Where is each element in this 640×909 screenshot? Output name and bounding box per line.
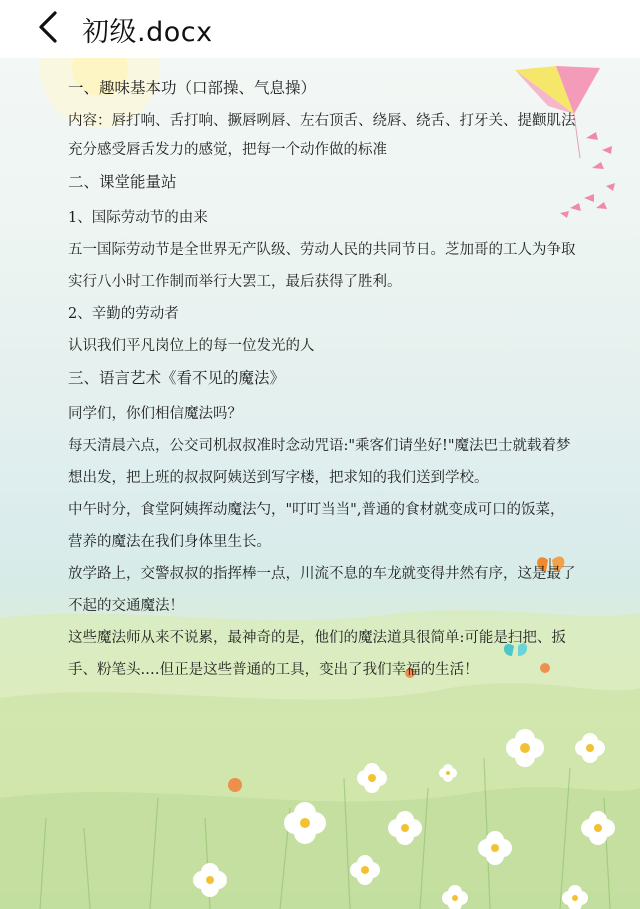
subsection-heading: 2、辛勤的劳动者 [68, 306, 179, 322]
subsection-heading: 1、国际劳动节的由来 [68, 210, 208, 226]
paragraph-line: 手、粉笔头.…但正是这些普通的工具，变出了我们幸福的生活！ [68, 662, 479, 678]
back-button[interactable] [20, 0, 76, 58]
paragraph-line: 想出发，把上班的叔叔阿姨送到写字楼，把求知的我们送到学校。 [68, 470, 489, 486]
paragraph-line: 认识我们平凡岗位上的每一位发光的人 [68, 338, 315, 354]
paragraph-line: 这些魔法师从来不说累，最神奇的是，他们的魔法道具很简单:可能是扫把、扳 [68, 630, 566, 646]
paragraph-line: 不起的交通魔法！ [68, 598, 184, 614]
paragraph-line: 实行八小时工作制而举行大罢工，最后获得了胜利。 [68, 274, 402, 290]
section-heading: 一、趣味基本功（口部操、气息操） [68, 79, 317, 97]
paragraph-line: 放学路上，交警叔叔的指挥棒一点，川流不息的车龙就变得井然有序，这是最了 [68, 566, 576, 582]
section-heading: 三、语言艺术《看不见的魔法》 [68, 369, 286, 387]
document-title: 初级.docx [82, 16, 213, 48]
document-content [68, 78, 628, 680]
paragraph-line: 同学们，你们相信魔法吗？ [68, 406, 242, 422]
paragraph-line: 营养的魔法在我们身体里生长。 [68, 534, 271, 550]
paragraph-line: 每天清晨六点，公交司机叔叔准时念动咒语:"乘客们请坐好!"魔法巴士就载着梦 [68, 438, 571, 454]
paragraph-line: 五一国际劳动节是全世界无产队级、劳动人民的共同节日。芝加哥的工人为争取 [68, 242, 576, 258]
top-bar [0, 0, 640, 58]
section-heading: 二、课堂能量站 [68, 173, 177, 191]
paragraph-line: 中午时分，食堂阿姨挥动魔法勺，"叮叮当当",普通的食材就变成可口的饭菜， [68, 502, 565, 518]
paragraph-line: 充分感受唇舌发力的感觉，把每一个动作做的标准 [68, 142, 387, 158]
paragraph-line: 内容：唇打响、舌打响、撅唇咧唇、左右顶舌、绕唇、绕舌、打牙关、提颧肌法 [68, 113, 576, 129]
document-page[interactable] [0, 58, 640, 909]
chevron-left-icon [37, 10, 59, 48]
